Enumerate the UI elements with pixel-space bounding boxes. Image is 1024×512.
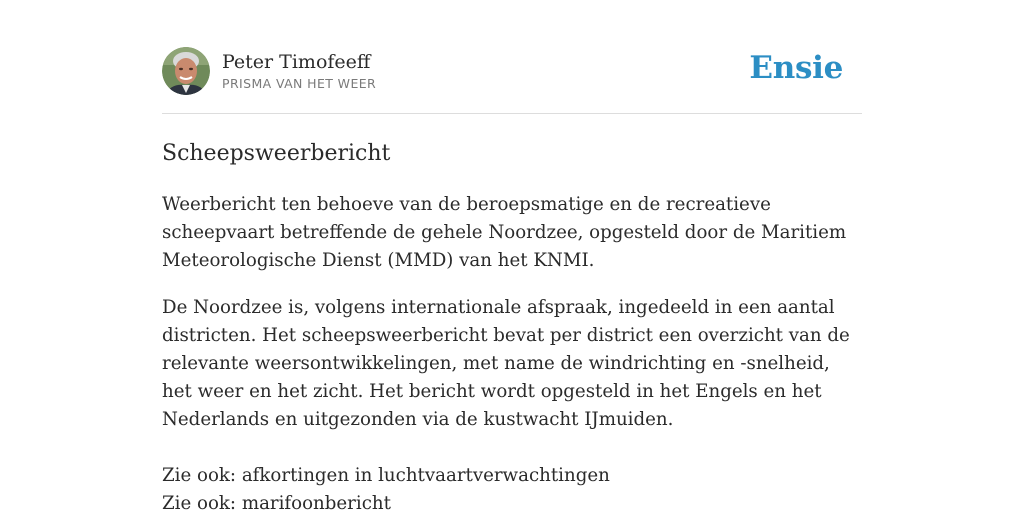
author-avatar[interactable]: [162, 47, 210, 95]
see-also-prefix: Zie ook:: [162, 493, 242, 512]
avatar-portrait-icon: [162, 47, 210, 95]
see-also-item: [162, 462, 862, 490]
article-paragraph: Weerbericht ten behoeve van de beroepsmatige en de recreatieve scheepvaart betreffende de gehele Noordzee, opgesteld door de Maritiem Meteorologische Dienst (MMD) van het KNMI.: [162, 194, 847, 271]
page: [162, 0, 862, 512]
article-paragraph: De Noordzee is, volgens internationale afspraak, ingedeeld in een aantal districten. Het scheepsweerbericht bevat per district een overzicht van de relevante weersontwikkelingen, met name de windrichting en -snelheid, het weer en het zicht. Het bericht wordt opgesteld in het Engels en het Nederlands en uitgezonden via de kustwacht IJmuiden.: [162, 297, 850, 430]
see-also-link[interactable]: afkortingen in luchtvaartverwachtingen: [241, 465, 610, 486]
author-name[interactable]: Peter Timofeeff: [222, 51, 371, 73]
author-info: [222, 50, 376, 92]
article-title: Scheepsweerbericht: [162, 141, 391, 166]
author-subtitle: PRISMA VAN HET WEER: [222, 76, 377, 91]
article-body: [162, 191, 862, 512]
ensie-logo[interactable]: Ensie: [749, 50, 843, 86]
see-also-list: [162, 462, 862, 512]
header-divider: [162, 113, 862, 114]
see-also-item: [162, 490, 862, 512]
see-also-link[interactable]: marifoonbericht: [241, 493, 391, 512]
header: [162, 46, 862, 96]
see-also-prefix: Zie ook:: [162, 465, 242, 486]
